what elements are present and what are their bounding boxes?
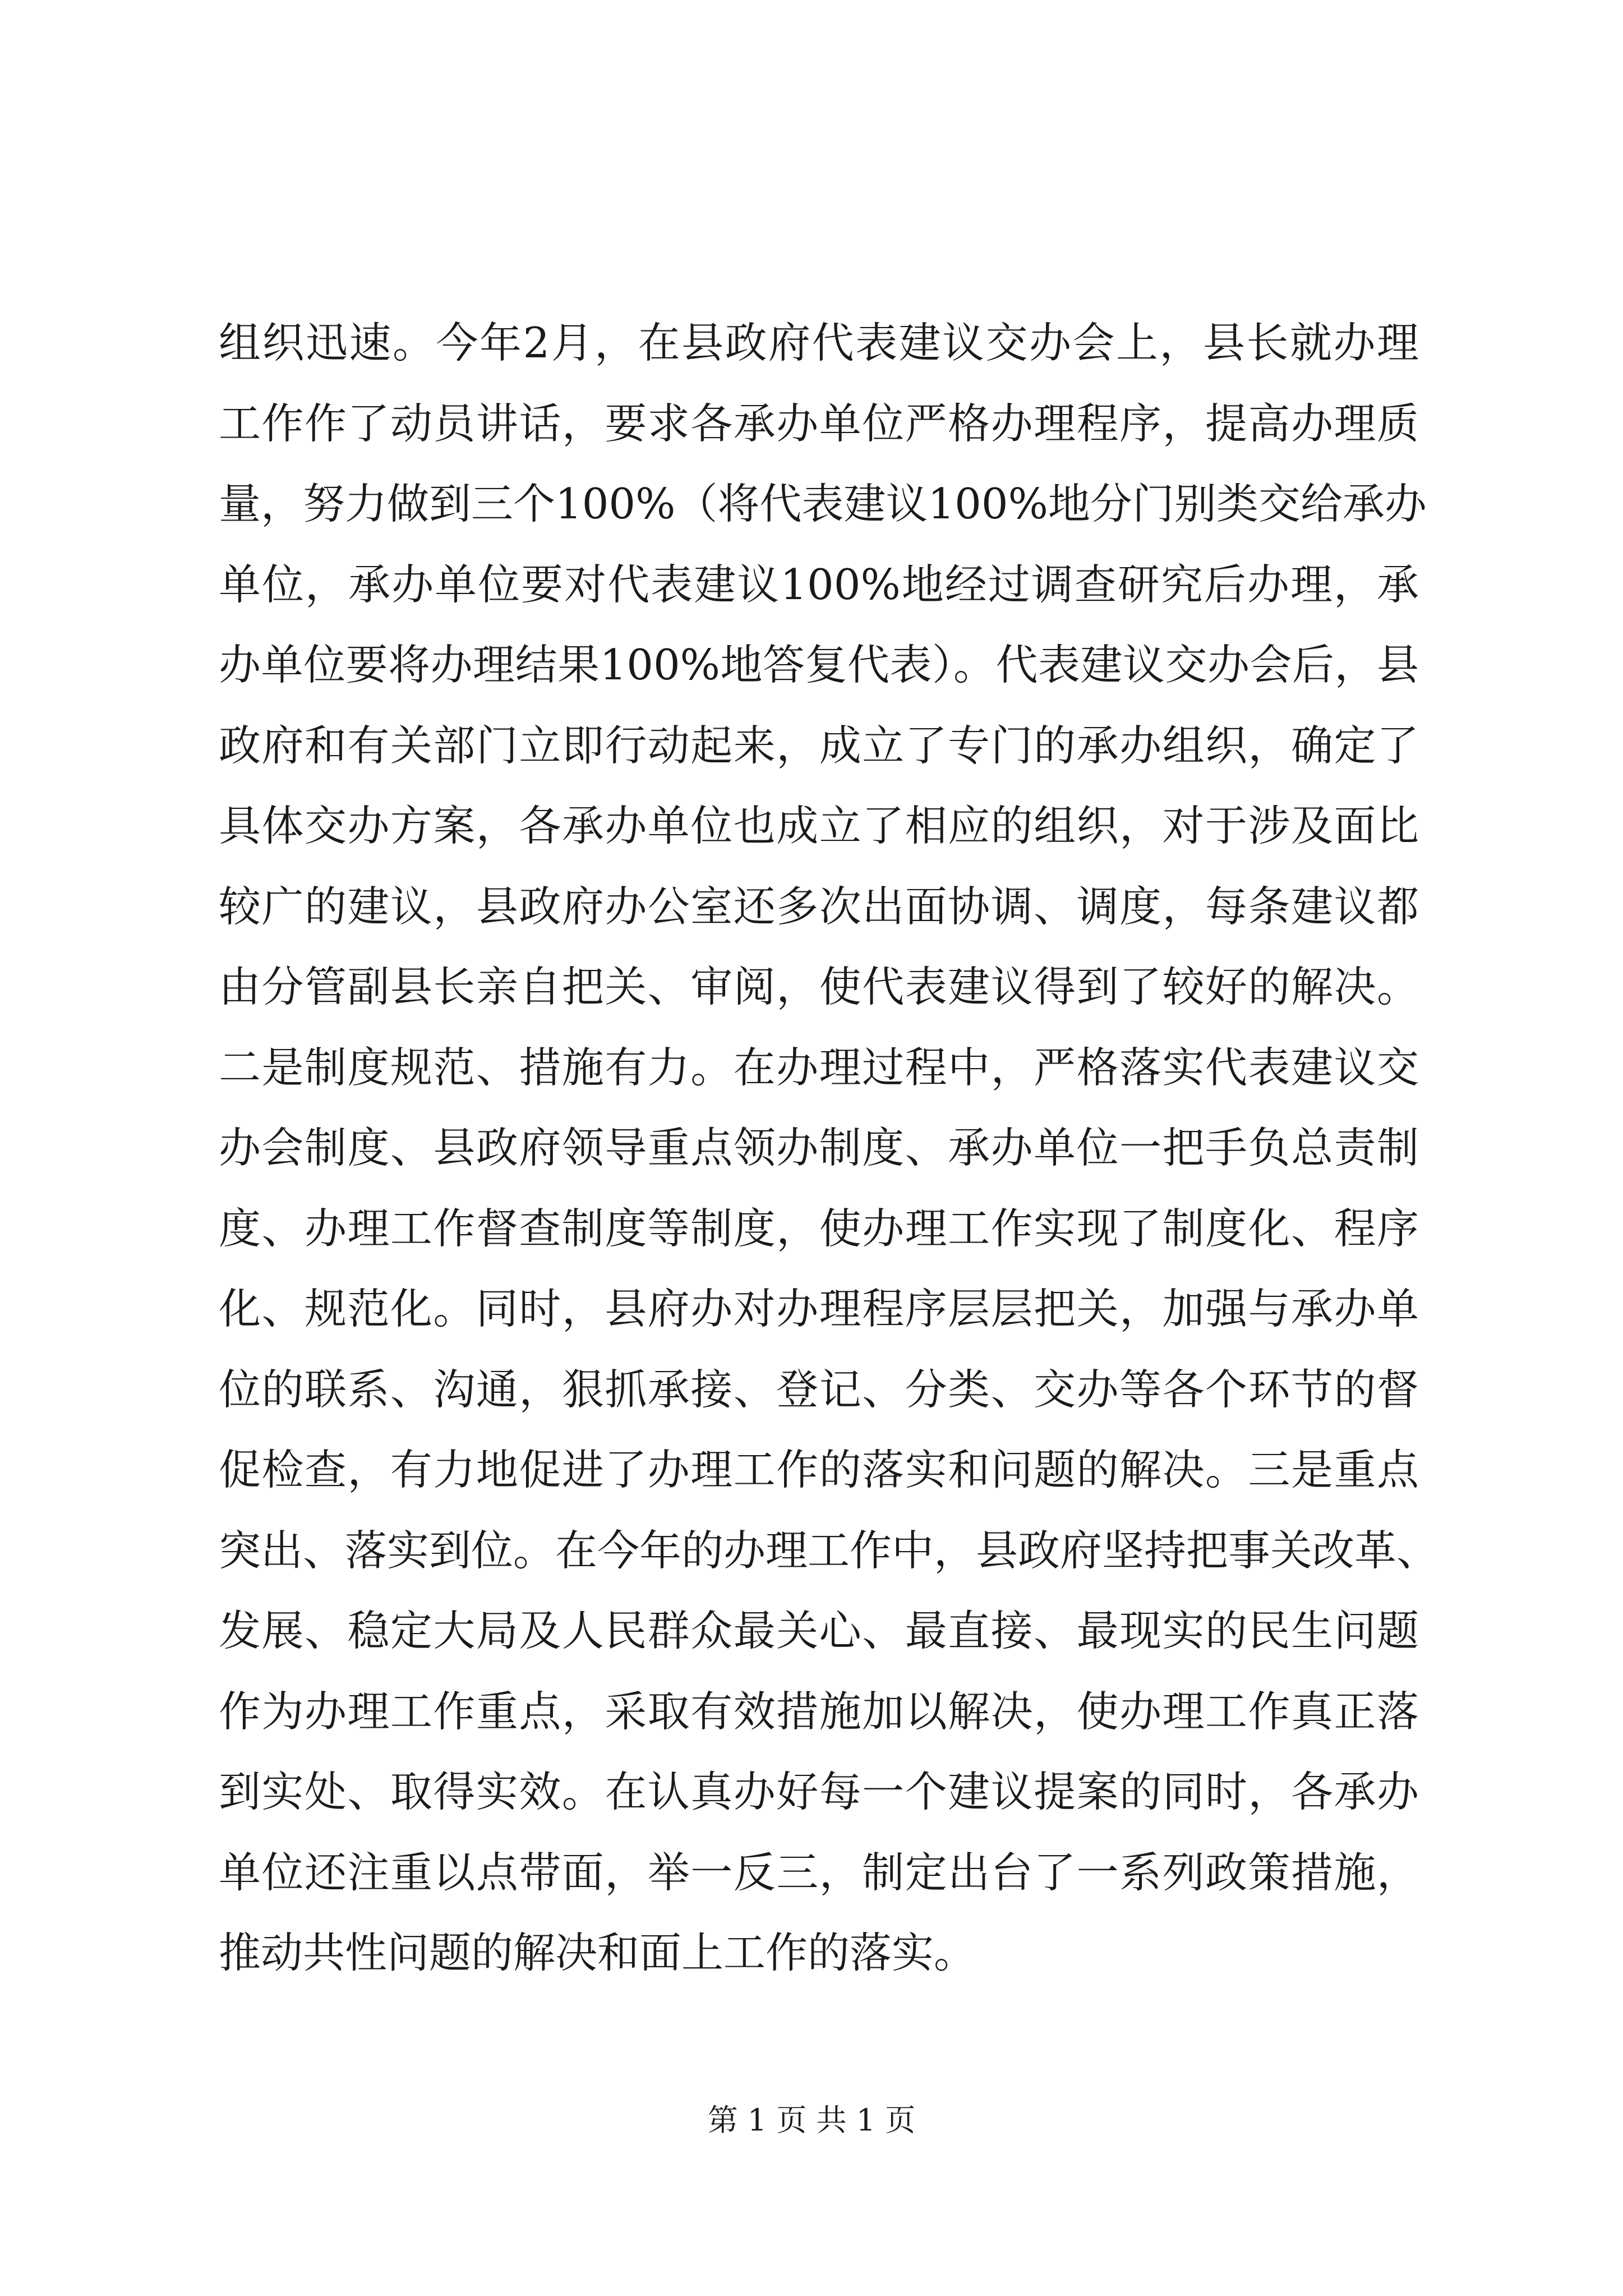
text-line: 组织迅速。今年2月，在县政府代表建议交办会上，县长就办理 (219, 318, 1419, 367)
text-line: 办会制度、县政府领导重点领办制度、承办单位一把手负总责制 (219, 1123, 1419, 1172)
text-line: 化、规范化。同时，县府办对办理程序层层把关，加强与承办单 (219, 1284, 1419, 1333)
text-line: 突出、落实到位。在今年的办理工作中，县政府坚持把事关改革、 (219, 1525, 1439, 1575)
text-line: 政府和有关部门立即行动起来，成立了专门的承办组织，确定了 (219, 720, 1419, 770)
page-number-label: 第 1 页 共 1 页 (707, 2102, 916, 2138)
text-line: 办单位要将办理结果100%地答复代表）。代表建议交办会后，县 (219, 640, 1419, 689)
text-line: 度、办理工作督查制度等制度，使办理工作实现了制度化、程序 (219, 1203, 1419, 1253)
text-line: 促检查，有力地促进了办理工作的落实和问题的解决。三是重点 (219, 1445, 1419, 1494)
text-line: 量，努力做到三个100%（将代表建议100%地分门别类交给承办 (219, 479, 1427, 528)
body-paragraph (219, 303, 1439, 1994)
text-line: 发展、稳定大局及人民群众最关心、最直接、最现实的民生问题 (219, 1606, 1419, 1655)
text-line: 推动共性问题的解决和面上工作的落实。 (219, 1928, 976, 1977)
text-line: 具体交办方案，各承办单位也成立了相应的组织，对于涉及面比 (219, 801, 1419, 850)
text-line: 作为办理工作重点，采取有效措施加以解决，使办理工作真正落 (219, 1686, 1419, 1736)
text-line: 较广的建议，县政府办公室还多次出面协调、调度，每条建议都 (219, 881, 1419, 931)
text-line: 二是制度规范、措施有力。在办理过程中，严格落实代表建议交 (219, 1042, 1419, 1092)
page-footer (0, 2101, 1623, 2140)
text-line: 到实处、取得实效。在认真办好每一个建议提案的同时，各承办 (219, 1767, 1419, 1816)
text-line: 位的联系、沟通，狠抓承接、登记、分类、交办等各个环节的督 (219, 1364, 1419, 1414)
text-line: 单位，承办单位要对代表建议100%地经过调查研究后办理，承 (219, 559, 1419, 609)
text-line: 由分管副县长亲自把关、审阅，使代表建议得到了较好的解决。 (219, 962, 1419, 1011)
text-line: 工作作了动员讲话，要求各承办单位严格办理程序，提高办理质 (219, 398, 1419, 448)
text-line: 单位还注重以点带面，举一反三，制定出台了一系列政策措施， (219, 1847, 1419, 1897)
